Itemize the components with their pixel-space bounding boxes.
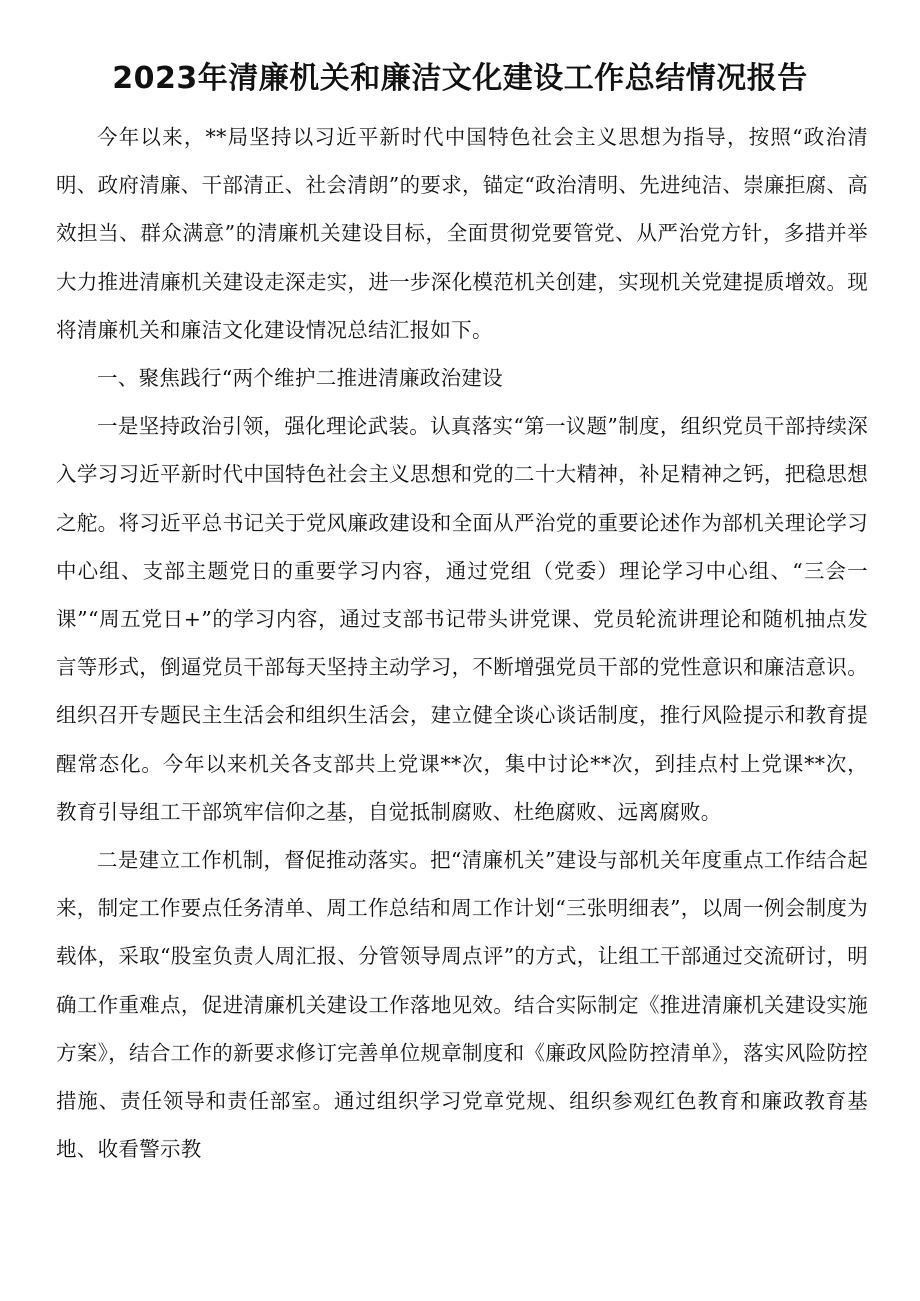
body-paragraph: 二是建立工作机制，督促推动落实。把“清廉机关”建设与部机关年度重点工作结合起来，制定工作要点任务清单、周工作总结和周工作计划“三张明细表”，以周一例会制度为载体，采取“股室负责人周汇报、分管领导周点评”的方式，让组工干部通过交流研讨，明确工作重难点，促进清廉机关建设工作落地见效。结合实际制定《推进清廉机关建设实施方案》，结合工作的新要求修订完善单位规章制度和《廉政风险防控清单》，落实风险防控措施、责任领导和责任部室。通过组织学习党章党规、组织参观红色教育和廉政教育基地、收看警示教	[56, 848, 868, 1162]
intro-paragraph: 今年以来，**局坚持以习近平新时代中国特色社会主义思想为指导，按照“政治清明、政府清廉、干部清正、社会清朗”的要求，锚定“政治清明、先进纯洁、崇廉拒腐、高效担当、群众满意”的清廉机关建设目标，全面贯彻党要管党、从严治党方针，多措并举大力推进清廉机关建设走深走实，进一步深化模范机关创建，实现机关党建提质增效。现将清廉机关和廉洁文化建设情况总结汇报如下。	[56, 125, 868, 342]
document-title: 2023年清廉机关和廉洁文化建设工作总结情况报告	[112, 61, 808, 96]
section-heading: 一、聚焦践行“两个维护二推进清廉政治建设	[97, 366, 503, 391]
body-paragraph: 一是坚持政治引领，强化理论武装。认真落实“第一议题”制度，组织党员干部持续深入学习习近平新时代中国特色社会主义思想和党的二十大精神，补足精神之钙，把稳思想之舵。将习近平总书记关于党风廉政建设和全面从严治党的重要论述作为部机关理论学习中心组、支部主题党日的重要学习内容，通过党组（党委）理论学习中心组、“三会一课”“周五党日+”的学习内容，通过支部书记带头讲党课、党员轮流讲理论和随机抽点发言等形式，倒逼党员干部每天坚持主动学习，不断增强党员干部的党性意识和廉洁意识。组织召开专题民主生活会和组织生活会，建立健全谈心谈话制度，推行风险提示和教育提醒常态化。今年以来机关各支部共上党课**次，集中讨论**次，到挂点村上党课**次，教育引导组工干部筑牢信仰之基，自觉抵制腐败、杜绝腐败、远离腐败。	[56, 414, 868, 824]
document-body	[56, 113, 868, 1173]
